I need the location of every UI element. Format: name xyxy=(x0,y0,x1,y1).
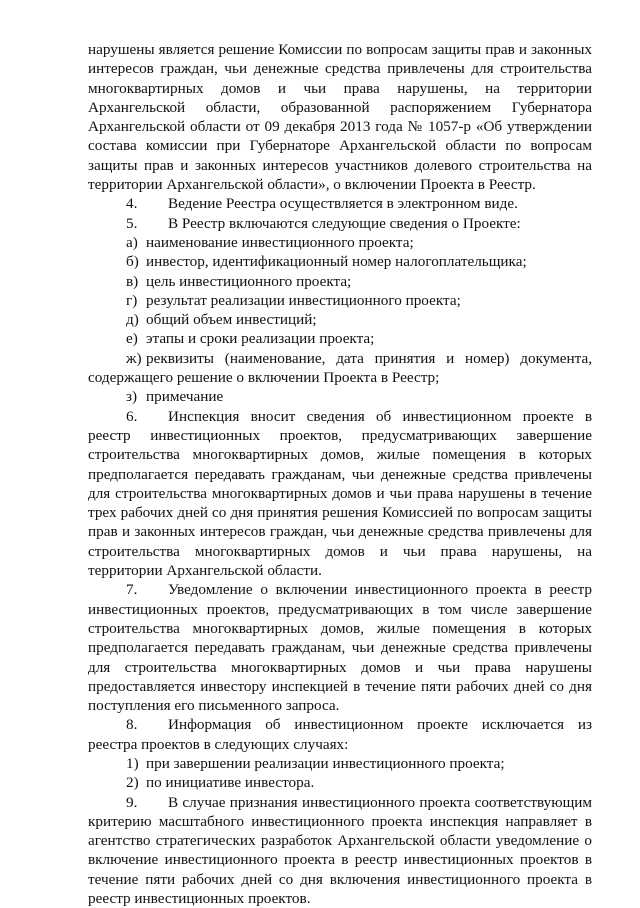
list-marker: б) xyxy=(126,253,139,271)
list-text: наименование инвестиционного проекта; xyxy=(146,233,414,251)
list-marker: е) xyxy=(126,330,138,348)
item-number: 4. xyxy=(126,195,138,213)
item-number: 7. xyxy=(126,581,138,599)
list-marker: ж) xyxy=(126,349,142,367)
paragraph-text: Ведение Реестра осуществляется в электронном виде. xyxy=(168,195,518,213)
list-text: при завершении реализации инвестиционного проекта; xyxy=(146,754,505,772)
list-item-a xyxy=(88,233,592,252)
item-number: 8. xyxy=(126,716,138,734)
list-text: примечание xyxy=(146,388,224,406)
list-text: реквизиты (наименование, дата принятия и номер) документа, содержащего решение о включении Проекта в Реестр; xyxy=(88,349,592,387)
list-marker: 1) xyxy=(126,754,139,772)
list-text: этапы и сроки реализации проекта; xyxy=(146,330,375,348)
paragraph-text: Уведомление о включении инвестиционного проекта в реестр инвестиционных проектов, предусматривающих в том числе завершение строительства многоквартирных домов, жилые помещения в которых предполагается передавать гражданам, чьи денежные средства привлечены для строительства многоквартирных домов и чьи права нарушены предоставляется инвестору инспекцией в течение пяти рабочих дней со дня поступления его письменного запроса. xyxy=(88,581,592,715)
paragraph-item-7 xyxy=(88,580,592,715)
list-item-1 xyxy=(88,754,592,773)
item-number: 9. xyxy=(126,793,138,811)
list-item-2 xyxy=(88,773,592,792)
paragraph-text: В случае признания инвестиционного проекта соответствующим критерию масштабного инвестиционного проекта инспекция направляет в агентство стратегических разработок Архангельской области уведомление о включение инвестиционного проекта в реестр инвестиционных проектов в течение пяти рабочих дней со дня включения инвестиционного проекта в реестр инвестиционных проектов. xyxy=(88,793,592,908)
list-item-zh xyxy=(88,349,592,388)
list-item-v xyxy=(88,272,592,291)
list-item-d xyxy=(88,310,592,329)
list-item-z xyxy=(88,387,592,406)
paragraph-text: В Реестр включаются следующие сведения о Проекте: xyxy=(168,214,521,232)
paragraph-item-6 xyxy=(88,407,592,581)
list-marker: д) xyxy=(126,311,139,329)
paragraph-continuation xyxy=(88,40,592,194)
paragraph-text: нарушены является решение Комиссии по вопросам защиты прав и законных интересов граждан, чьи денежные средства привлечены для строительства многоквартирных домов и чьи права нарушены, на территории Архангельской области, образованной распоряжением Губернатора Архангельской области от 09 декабря 2013 года № 1057-р «Об утверждении состава комиссии при Губернаторе Архангельской области по вопросам защиты прав и законных интересов участников долевого строительства на территории Архангельской области», о включении Проекта в Реестр. xyxy=(88,41,592,194)
list-marker: з) xyxy=(126,388,138,406)
paragraph-item-9 xyxy=(88,793,592,908)
paragraph-item-5 xyxy=(88,214,592,233)
list-item-g xyxy=(88,291,592,310)
list-text: инвестор, идентификационный номер налогоплательщика; xyxy=(146,253,527,271)
item-number: 6. xyxy=(126,407,138,425)
list-text: по инициативе инвестора. xyxy=(146,774,315,792)
paragraph-item-4 xyxy=(88,194,592,213)
paragraph-item-8 xyxy=(88,715,592,754)
item-number: 5. xyxy=(126,214,138,232)
list-item-b xyxy=(88,252,592,271)
list-text: результат реализации инвестиционного проекта; xyxy=(146,291,461,309)
list-text: общий объем инвестиций; xyxy=(146,311,317,329)
list-item-e xyxy=(88,329,592,348)
list-text: цель инвестиционного проекта; xyxy=(146,272,352,290)
paragraph-text: Инспекция вносит сведения об инвестиционном проекте в реестр инвестиционных проектов, предусматривающих завершение строительства многоквартирных домов, жилые помещения в которых предполагается передавать гражданам, чьи денежные средства привлечены для строительства многоквартирных домов и чьи права нарушены в течение трех рабочих дней со дня принятия решения Комиссией по вопросам защиты прав и законных интересов граждан, чьи денежные средства привлечены для строительства многоквартирных домов и чьи права нарушены, на территории Архангельской области. xyxy=(88,407,592,580)
list-marker: в) xyxy=(126,272,139,290)
paragraph-text: Информация об инвестиционном проекте исключается из реестра проектов в следующих случаях: xyxy=(88,716,592,753)
list-marker: г) xyxy=(126,291,138,309)
list-marker: а) xyxy=(126,233,138,251)
list-marker: 2) xyxy=(126,774,139,792)
